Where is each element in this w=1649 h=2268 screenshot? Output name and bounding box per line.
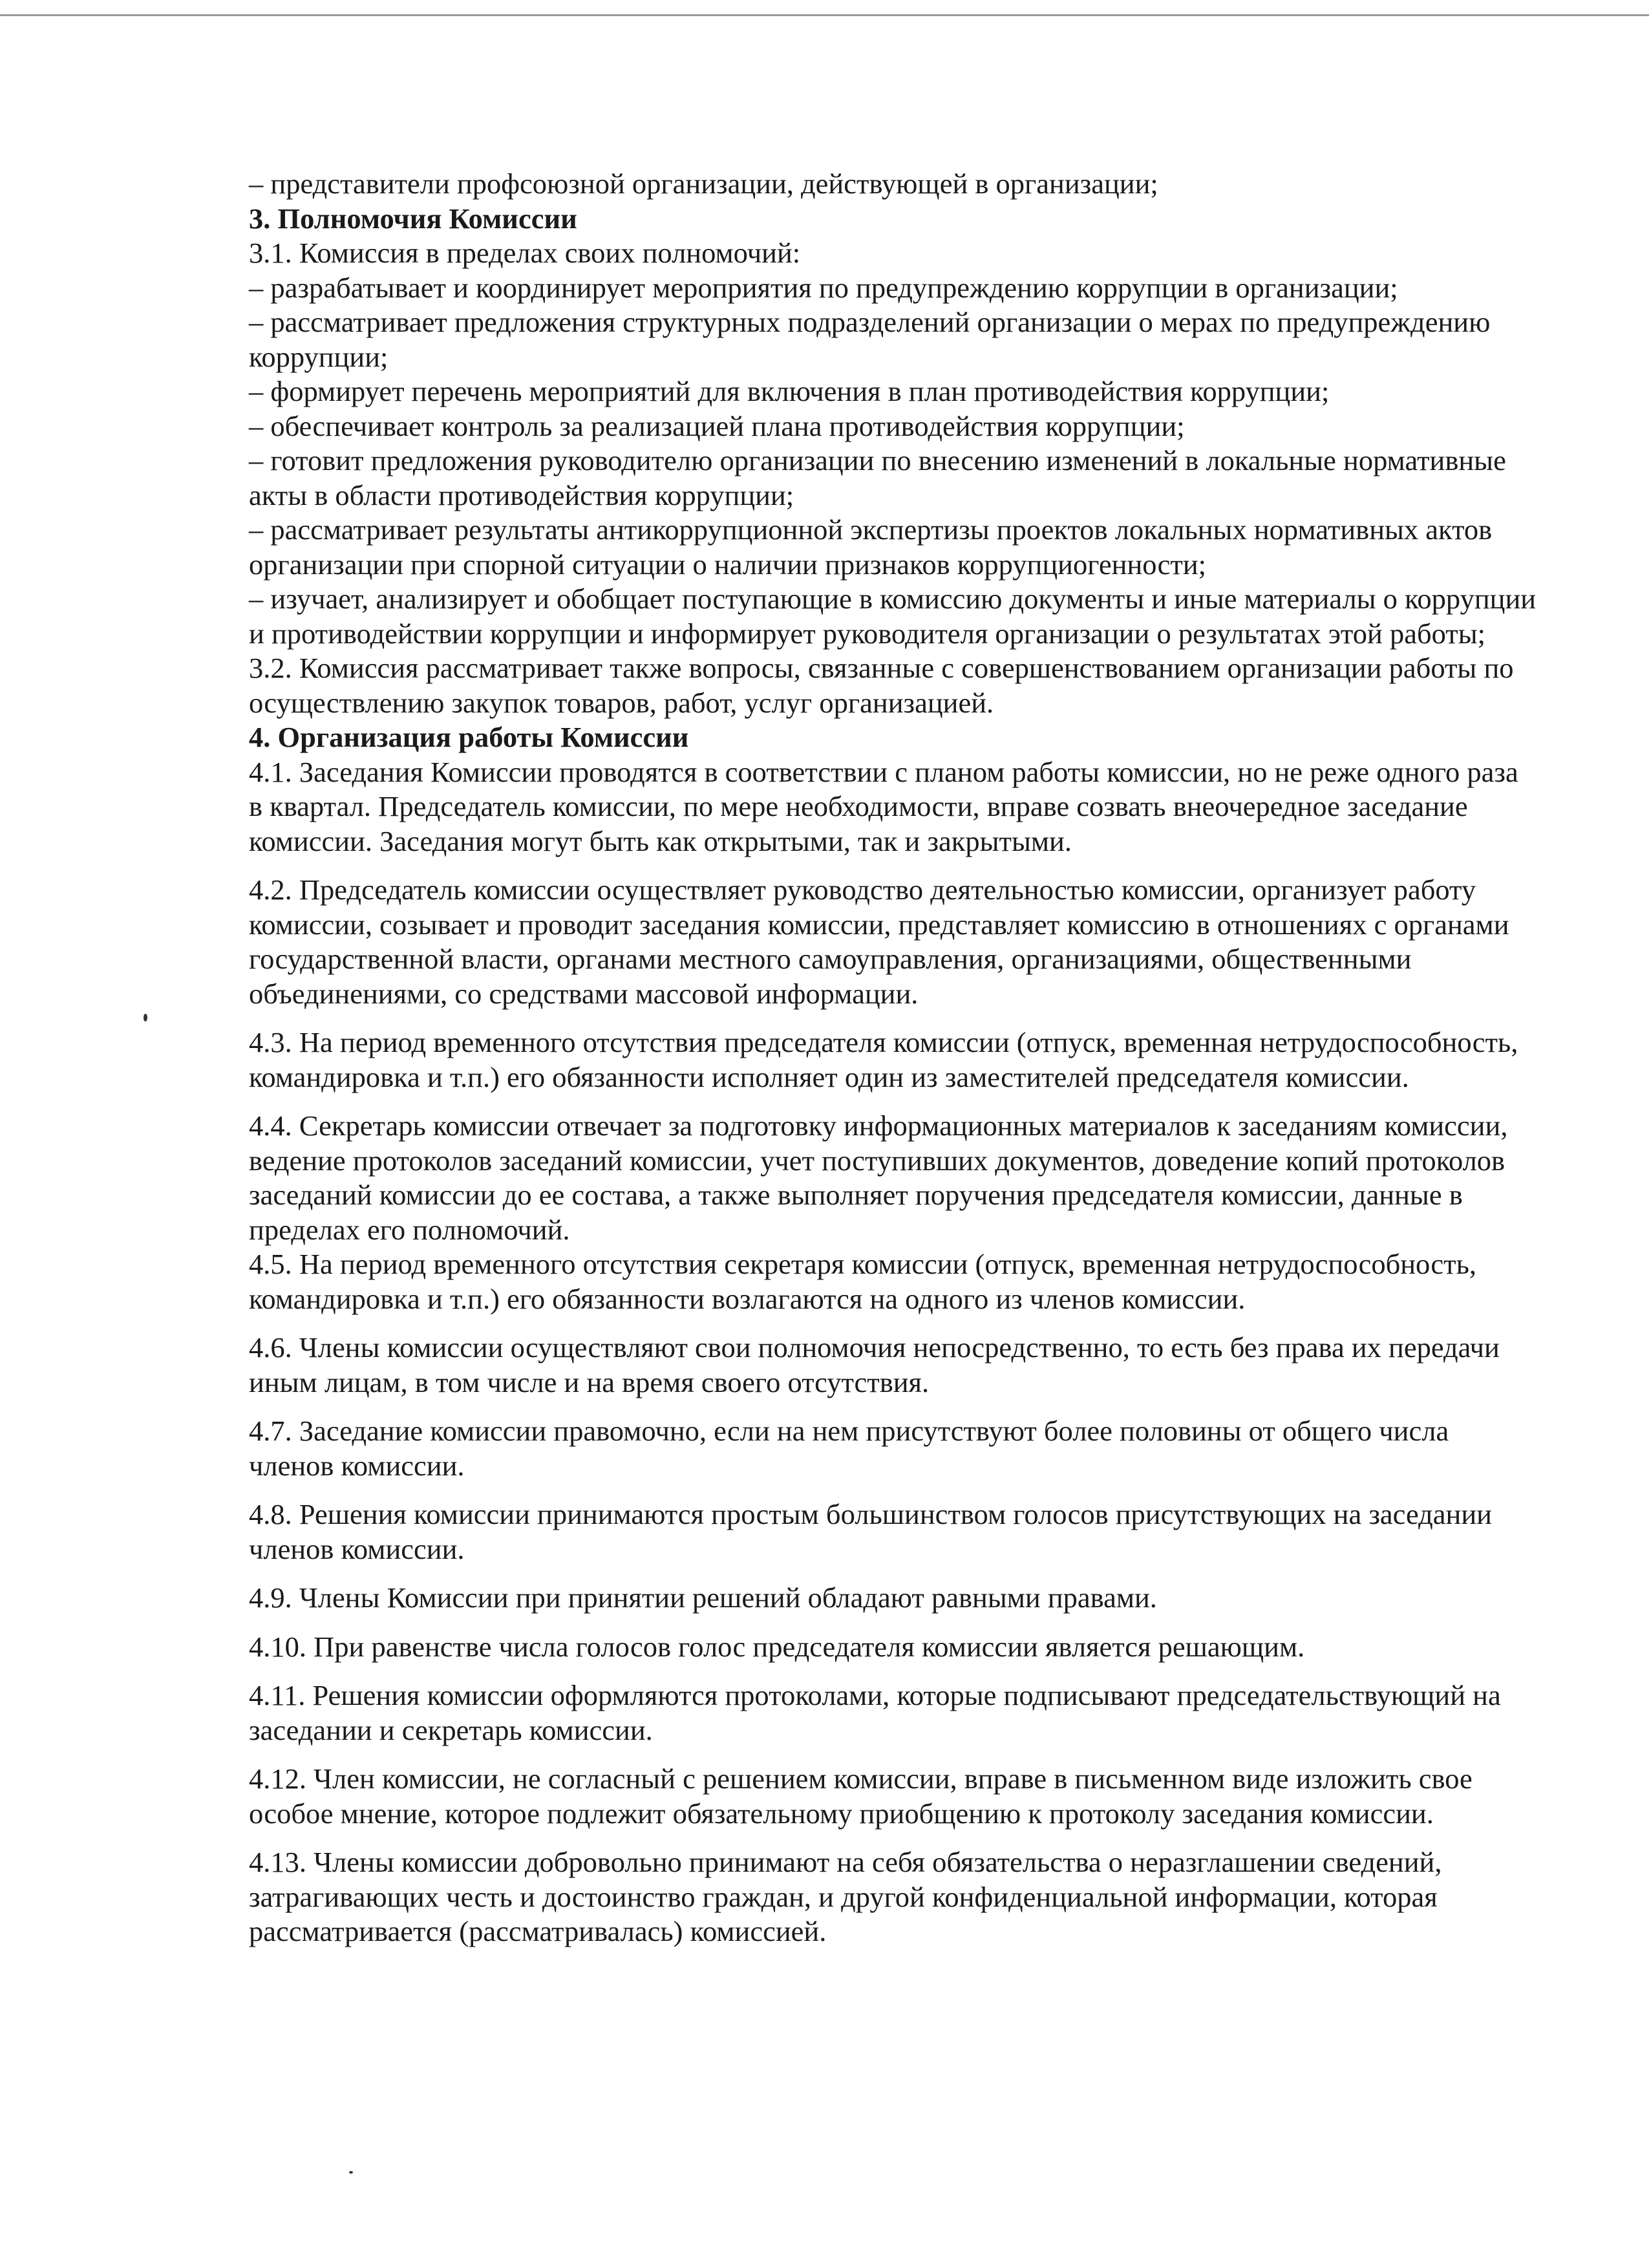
paragraph-4-4: 4.4. Секретарь комиссии отвечает за подготовку информационных материалов к заседаниям комиссии, ведение протоколов заседаний комиссии, учет поступивших документов, доведение копий протоколов заседаний комиссии до ее состава, а также выполняет поручения председателя комиссии, данные в пределах его полномочий.	[249, 1109, 1508, 1246]
paragraph-4-9: 4.9. Члены Комиссии при принятии решений обладают равными правами.	[249, 1581, 1157, 1614]
paragraph-4-5: 4.5. На период временного отсутствия секретаря комиссии (отпуск, временная нетрудоспособность, командировка и т.п.) его обязанности возлагаются на одного из членов комиссии.	[249, 1248, 1477, 1315]
paragraph-4-3: 4.3. На период временного отсутствия председателя комиссии (отпуск, временная нетрудоспособность, командировка и т.п.) его обязанности исполняет один из заместителей председателя комиссии.	[249, 1026, 1518, 1093]
paragraph-4-1: 4.1. Заседания Комиссии проводятся в соответствии с планом работы комиссии, но не реже одного раза в квартал. Председатель комиссии, по мере необходимости, вправе созвать внеочередное заседание комиссии. Заседания могут быть как открытыми, так и закрытыми.	[249, 755, 1518, 857]
section-4-heading: 4. Организация работы Комиссии	[249, 721, 689, 753]
paragraph-4-2: 4.2. Председатель комиссии осуществляет руководство деятельностью комиссии, организует работу комиссии, созывает и проводит заседания комиссии, представляет комиссию в отношениях с органами государственной власти, органами местного самоуправления, организациями, общественными объединениями, со средствами массовой информации.	[249, 873, 1509, 1010]
paragraph-3-1: 3.1. Комиссия в пределах своих полномочий:	[249, 237, 801, 269]
paragraph-4-13: 4.13. Члены комиссии добровольно принимают на себя обязательства о неразглашении сведений, затрагивающих честь и достоинство граждан, и другой конфиденциальной информации, которая рассматривается (рассматривалась) комиссией.	[249, 1846, 1442, 1947]
paragraph-4-11: 4.11. Решения комиссии оформляются протоколами, которые подписывают председательствующий на заседании и секретарь комиссии.	[249, 1679, 1501, 1746]
list-item: – рассматривает результаты антикоррупционной экспертизы проектов локальных нормативных актов организации при спорной ситуации о наличии признаков коррупциогенности;	[249, 513, 1493, 581]
paragraph-3-2: 3.2. Комиссия рассматривает также вопросы, связанные с совершенствованием организации работы по осуществлению закупок товаров, работ, услуг организацией.	[249, 652, 1514, 719]
scan-top-edge	[0, 14, 1649, 16]
list-item: – обеспечивает контроль за реализацией плана противодействия коррупции;	[249, 409, 1185, 442]
paragraph-4-7: 4.7. Заседание комиссии правомочно, если на нем присутствуют более половины от общего числа членов комиссии.	[249, 1415, 1449, 1482]
list-item: – готовит предложения руководителю организации по внесению изменений в локальные нормативные акты в области противодействия коррупции;	[249, 444, 1506, 511]
paragraph-4-12: 4.12. Член комиссии, не согласный с решением комиссии, вправе в письменном виде изложить свое особое мнение, которое подлежит обязательному приобщению к протоколу заседания комиссии.	[249, 1762, 1473, 1830]
paragraph-4-10: 4.10. При равенстве числа голосов голос председателя комиссии является решающим.	[249, 1630, 1305, 1663]
list-item: – рассматривает предложения структурных подразделений организации о мерах по предупреждению коррупции;	[249, 306, 1491, 373]
document-body	[249, 167, 1538, 1949]
paragraph-4-8: 4.8. Решения комиссии принимаются простым большинством голосов присутствующих на заседании членов комиссии.	[249, 1498, 1492, 1565]
paragraph-4-6: 4.6. Члены комиссии осуществляют свои полномочия непосредственно, то есть без права их передачи иным лицам, в том числе и на время своего отсутствия.	[249, 1331, 1500, 1398]
list-item: – формирует перечень мероприятий для включения в план противодействия коррупции;	[249, 375, 1330, 407]
intro-line: – представители профсоюзной организации, действующей в организации;	[249, 167, 1158, 200]
list-item: – изучает, анализирует и обобщает поступающие в комиссию документы и иные материалы о коррупции и противодействии коррупции и информирует руководителя организации о результатах этой работы;	[249, 583, 1537, 650]
scan-speck	[144, 1014, 147, 1022]
scan-speck	[349, 2171, 353, 2174]
list-item: – разрабатывает и координирует мероприятия по предупреждению коррупции в организации;	[249, 271, 1398, 304]
section-3-heading: 3. Полномочия Комиссии	[249, 202, 577, 235]
